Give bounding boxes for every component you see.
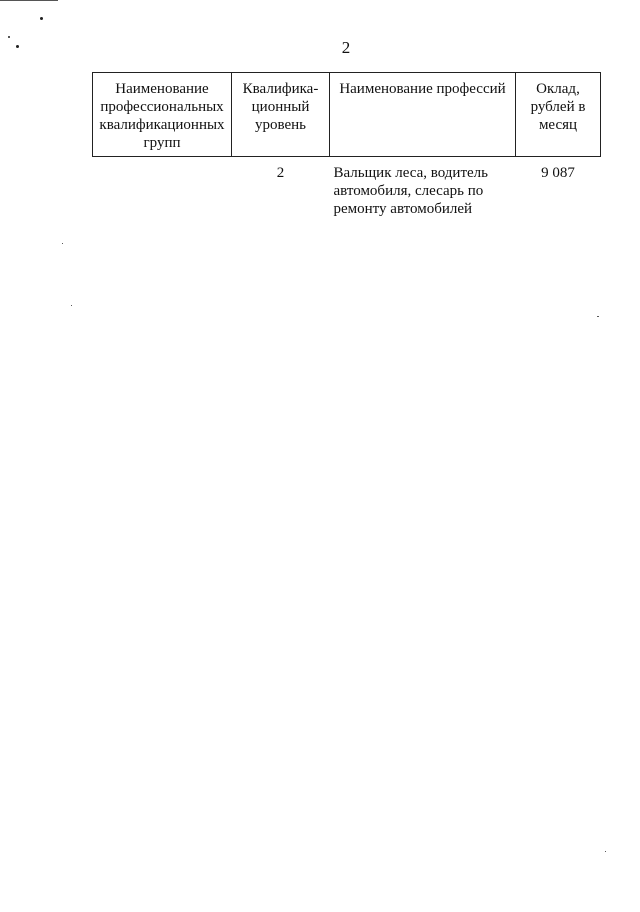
header-row <box>93 73 601 157</box>
scan-speck <box>16 45 19 48</box>
header-level: Квалифика-ционный уровень <box>232 73 330 157</box>
table-row <box>93 157 601 223</box>
scan-speck <box>597 316 599 317</box>
header-group: Наименование профессиональных квалификационных групп <box>93 73 232 157</box>
scan-mark-top-left <box>0 0 58 1</box>
cell-salary: 9 087 <box>541 165 575 181</box>
cell-level: 2 <box>276 165 285 181</box>
cell-group <box>93 157 232 223</box>
cell-profession: Вальщик леса, водитель автомобиля, слесарь по ремонту автомобилей <box>333 165 488 217</box>
professions-table <box>92 72 601 222</box>
table-header <box>93 73 601 157</box>
scan-speck <box>40 17 43 20</box>
header-profession: Наименование профессий <box>330 73 516 157</box>
scan-speck <box>71 305 72 306</box>
scan-speck <box>62 243 63 244</box>
table-body <box>93 157 601 223</box>
scan-speck <box>8 36 10 38</box>
page-number: 2 <box>341 38 351 57</box>
scan-speck <box>605 851 606 852</box>
header-salary: Оклад, рублей в месяц <box>516 73 601 157</box>
